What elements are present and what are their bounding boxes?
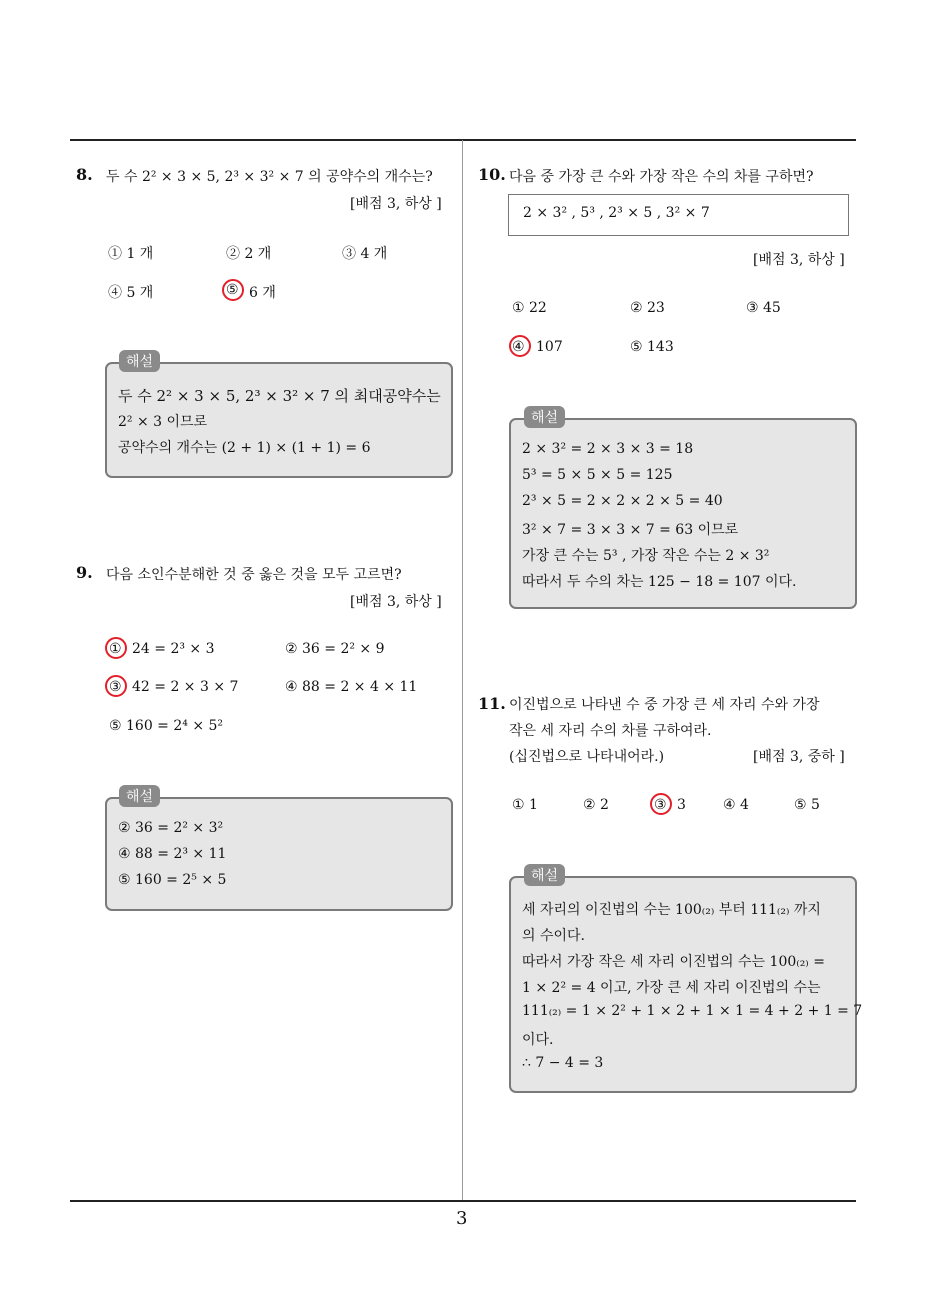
choice-5-text: 6 개 — [249, 285, 276, 301]
question-text: 작은 세 자리 수의 차를 구하여라. — [509, 723, 712, 739]
page-number: 3 — [456, 1208, 468, 1229]
explanation-line: ④ 88 = 2³ × 11 — [118, 846, 227, 862]
choice-4-marker[interactable]: ④ — [512, 339, 525, 355]
choice-4[interactable]: ④ 88 = 2 × 4 × 11 — [285, 679, 418, 695]
explanation-line: 3² × 7 = 3 × 3 × 7 = 63 이므로 — [522, 522, 739, 538]
choice-3[interactable]: ③ 45 — [746, 300, 781, 316]
points-label: [배점 3, 하상 ] — [753, 252, 845, 268]
choice-5[interactable]: ⑤ 5 — [794, 797, 820, 813]
choice-1[interactable]: ① 1 — [512, 797, 538, 813]
choice-2[interactable]: ② 23 — [630, 300, 665, 316]
choice-4[interactable]: ④ 5 개 — [108, 285, 154, 301]
choice-4-text: 107 — [536, 339, 563, 355]
explanation-tag: 해설 — [119, 350, 160, 372]
choice-3-text: 3 — [677, 797, 686, 813]
column-divider — [462, 140, 463, 1200]
explanation-line: 두 수 2² × 3 × 5, 2³ × 3² × 7 의 최대공약수는 — [118, 387, 441, 405]
given-numbers-box: 2 × 3² , 5³ , 2³ × 5 , 3² × 7 — [508, 194, 849, 236]
choice-2[interactable]: ② 2 개 — [226, 246, 272, 262]
question-text: 다음 중 가장 큰 수와 가장 작은 수의 차를 구하면? — [509, 169, 814, 185]
question-number: 9. — [76, 563, 93, 582]
points-label: [배점 3, 하상 ] — [350, 196, 442, 212]
question-text: 이진법으로 나타낸 수 중 가장 큰 세 자리 수와 가장 — [509, 697, 820, 713]
choice-5[interactable]: ⑤ 160 = 2⁴ × 5² — [109, 718, 224, 734]
choice-3-text: 42 = 2 × 3 × 7 — [132, 679, 239, 695]
question-text: 두 수 2² × 3 × 5, 2³ × 3² × 7 의 공약수의 개수는? — [106, 169, 433, 185]
explanation-line: 2² × 3 이므로 — [118, 414, 208, 430]
points-label: [배점 3, 중하 ] — [753, 749, 845, 765]
question-number: 10. — [478, 165, 506, 184]
choice-3-marker[interactable]: ③ — [109, 679, 122, 695]
question-text: (십진법으로 나타내어라.) — [509, 749, 665, 765]
explanation-line: 111₍₂₎ = 1 × 2² + 1 × 2 + 1 × 1 = 4 + 2 + 1 = 7 — [522, 1003, 863, 1019]
choice-1[interactable]: ① 22 — [512, 300, 547, 316]
explanation-tag: 해설 — [524, 864, 565, 886]
explanation-line: 5³ = 5 × 5 × 5 = 125 — [522, 467, 673, 483]
question-number: 8. — [76, 165, 93, 184]
top-rule — [70, 139, 856, 141]
choice-1[interactable]: ① 1 개 — [108, 246, 154, 262]
choice-2[interactable]: ② 2 — [583, 797, 609, 813]
explanation-line: ② 36 = 2² × 3² — [118, 820, 224, 836]
explanation-line: 1 × 2² = 4 이고, 가장 큰 세 자리 이진법의 수는 — [522, 980, 821, 996]
explanation-line: 2³ × 5 = 2 × 2 × 2 × 5 = 40 — [522, 493, 723, 509]
choice-4[interactable]: ④ 4 — [723, 797, 749, 813]
explanation-line: 공약수의 개수는 (2 + 1) × (1 + 1) = 6 — [118, 440, 371, 456]
explanation-line: 가장 큰 수는 5³ , 가장 작은 수는 2 × 3² — [522, 548, 770, 564]
explanation-line: 세 자리의 이진법의 수는 100₍₂₎ 부터 111₍₂₎ 까지 — [522, 902, 821, 918]
choice-1-marker[interactable]: ① — [109, 641, 122, 657]
explanation-line: ⑤ 160 = 2⁵ × 5 — [118, 872, 227, 888]
choice-3-marker[interactable]: ③ — [654, 797, 667, 813]
explanation-line: 따라서 가장 작은 세 자리 이진법의 수는 100₍₂₎ = — [522, 954, 825, 970]
explanation-line: 따라서 두 수의 차는 125 − 18 = 107 이다. — [522, 574, 797, 590]
points-label: [배점 3, 하상 ] — [350, 594, 442, 610]
choice-2[interactable]: ② 36 = 2² × 9 — [285, 641, 385, 657]
choice-5[interactable]: ⑤ 143 — [630, 339, 674, 355]
explanation-line: 2 × 3² = 2 × 3 × 3 = 18 — [522, 441, 694, 457]
bottom-rule — [70, 1200, 856, 1202]
choice-1-text: 24 = 2³ × 3 — [132, 641, 215, 657]
choice-5-marker[interactable]: ⑤ — [226, 282, 239, 298]
explanation-line: 이다. — [522, 1032, 554, 1048]
explanation-tag: 해설 — [119, 785, 160, 807]
explanation-line: 의 수이다. — [522, 928, 585, 944]
explanation-line: ∴ 7 − 4 = 3 — [522, 1055, 604, 1071]
question-number: 11. — [478, 694, 506, 713]
explanation-tag: 해설 — [524, 406, 565, 428]
choice-3[interactable]: ③ 4 개 — [342, 246, 388, 262]
question-text: 다음 소인수분해한 것 중 옳은 것을 모두 고르면? — [106, 567, 402, 583]
